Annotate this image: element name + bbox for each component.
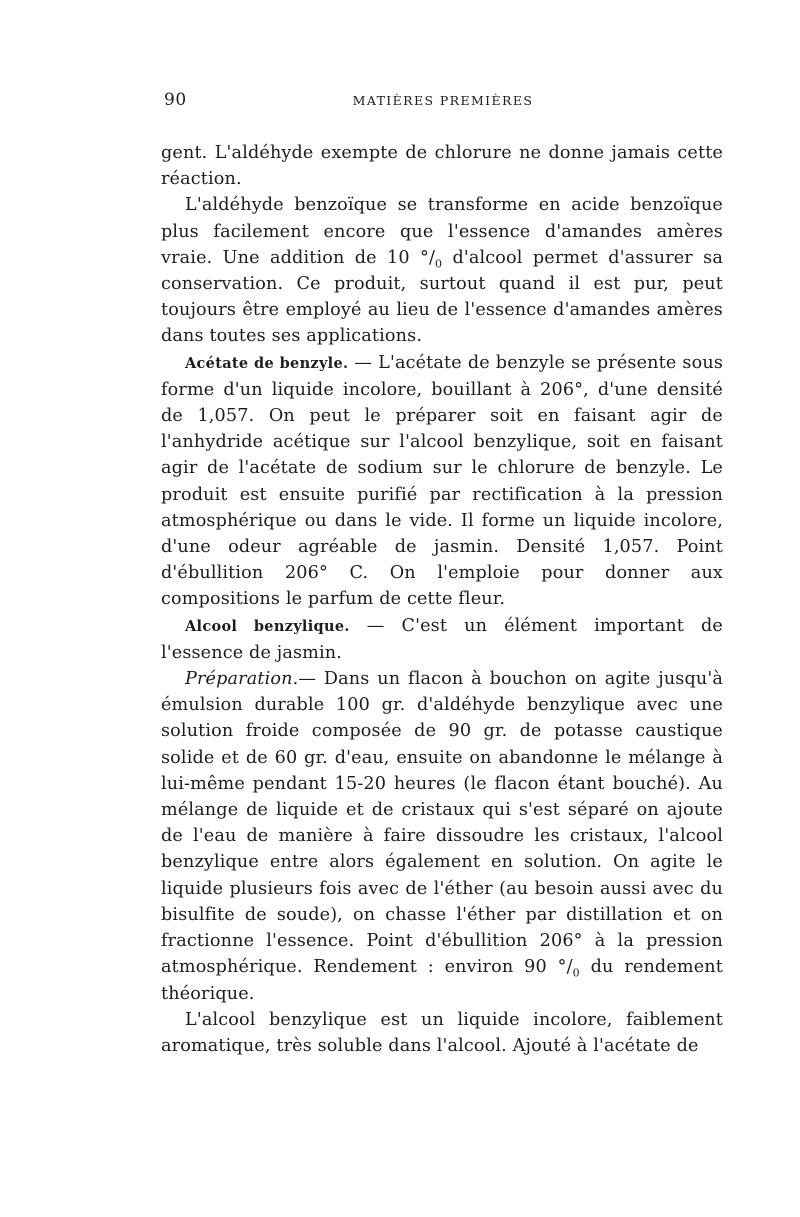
- body-text: [161, 140, 723, 1059]
- paragraph-continuation: gent. L'aldéhyde exempte de chlorure ne donne jamais cette réaction.: [161, 143, 723, 190]
- paragraph-text: L'aldéhyde benzoïque se transforme en acide benzoïque plus facilement encore que l'essence d'amandes amères vraie. Une addition de 10 °/: [161, 195, 723, 268]
- subsection-heading: Préparation.: [185, 669, 299, 690]
- paragraph-benzyl-alcohol: [161, 613, 723, 666]
- percent-subscript: 0: [572, 966, 580, 980]
- paragraph-text: — L'acétate de benzyle se présente sous forme d'un liquide incolore, bouillant à 206°, d'une densité de 1,057. On peut le préparer soit en faisant agir de l'anhydride acétique sur l'alcool benzylique, soit en faisant agir de l'acétate de sodium sur le chlorure de benzyle. Le produit est ensuite purifié par rectification à la pression atmosphérique ou dans le vide. Il forme un liquide incolore, d'une odeur agréable de jasmin. Densité 1,057. Point d'ébullition 206° C. On l'emploie pour donner aux compositions le parfum de cette fleur.: [161, 352, 724, 610]
- page-header: [160, 90, 720, 114]
- paragraph-benzyl-acetate: [161, 350, 723, 613]
- page-number: 90: [164, 90, 187, 110]
- paragraph-text: d'alcool permet d'assurer sa conservation. Ce produit, surtout quand il est pur, peut toujours être employé au lieu de l'essence d'amandes amères dans toutes ses applications.: [161, 247, 723, 347]
- paragraph-preparation: [161, 666, 723, 1007]
- paragraph-text: du rendement théorique.: [161, 957, 723, 1004]
- percent-subscript: 0: [435, 257, 443, 271]
- running-title: MATIÈRES PREMIÈRES: [352, 93, 534, 108]
- section-heading: Acétate de benzyle.: [185, 354, 349, 372]
- paragraph-text: — Dans un flacon à bouchon on agite jusqu'à émulsion durable 100 gr. d'aldéhyde benzylique avec une solution froide composée de 90 gr. de potasse caustique solide et de 60 gr. d'eau, ensuite on abandonne le mélange à lui-même pendant 15-20 heures (le flacon étant bouché). Au mélange de liquide et de cristaux qui s'est séparé on ajoute de l'eau de manière à faire dissoudre les cristaux, l'alcool benzylique entre alors également en solution. On agite le liquide plusieurs fois avec de l'éther (au besoin aussi avec du bisulfite de soude), on chasse l'éther par distillation et on fractionne l'essence. Point d'ébullition 206° à la pression atmosphérique. Rendement : environ 90 °/: [161, 669, 723, 978]
- paragraph-text: — C'est un élément important de l'essence de jasmin.: [161, 615, 723, 663]
- paragraph-benzaldehyde: [161, 192, 723, 349]
- paragraph-benzyl-alcohol-properties: L'alcool benzylique est un liquide incolore, faiblement aromatique, très soluble dans l'alcool. Ajouté à l'acétate de: [161, 1009, 723, 1056]
- section-heading: Alcool benzylique.: [185, 617, 350, 635]
